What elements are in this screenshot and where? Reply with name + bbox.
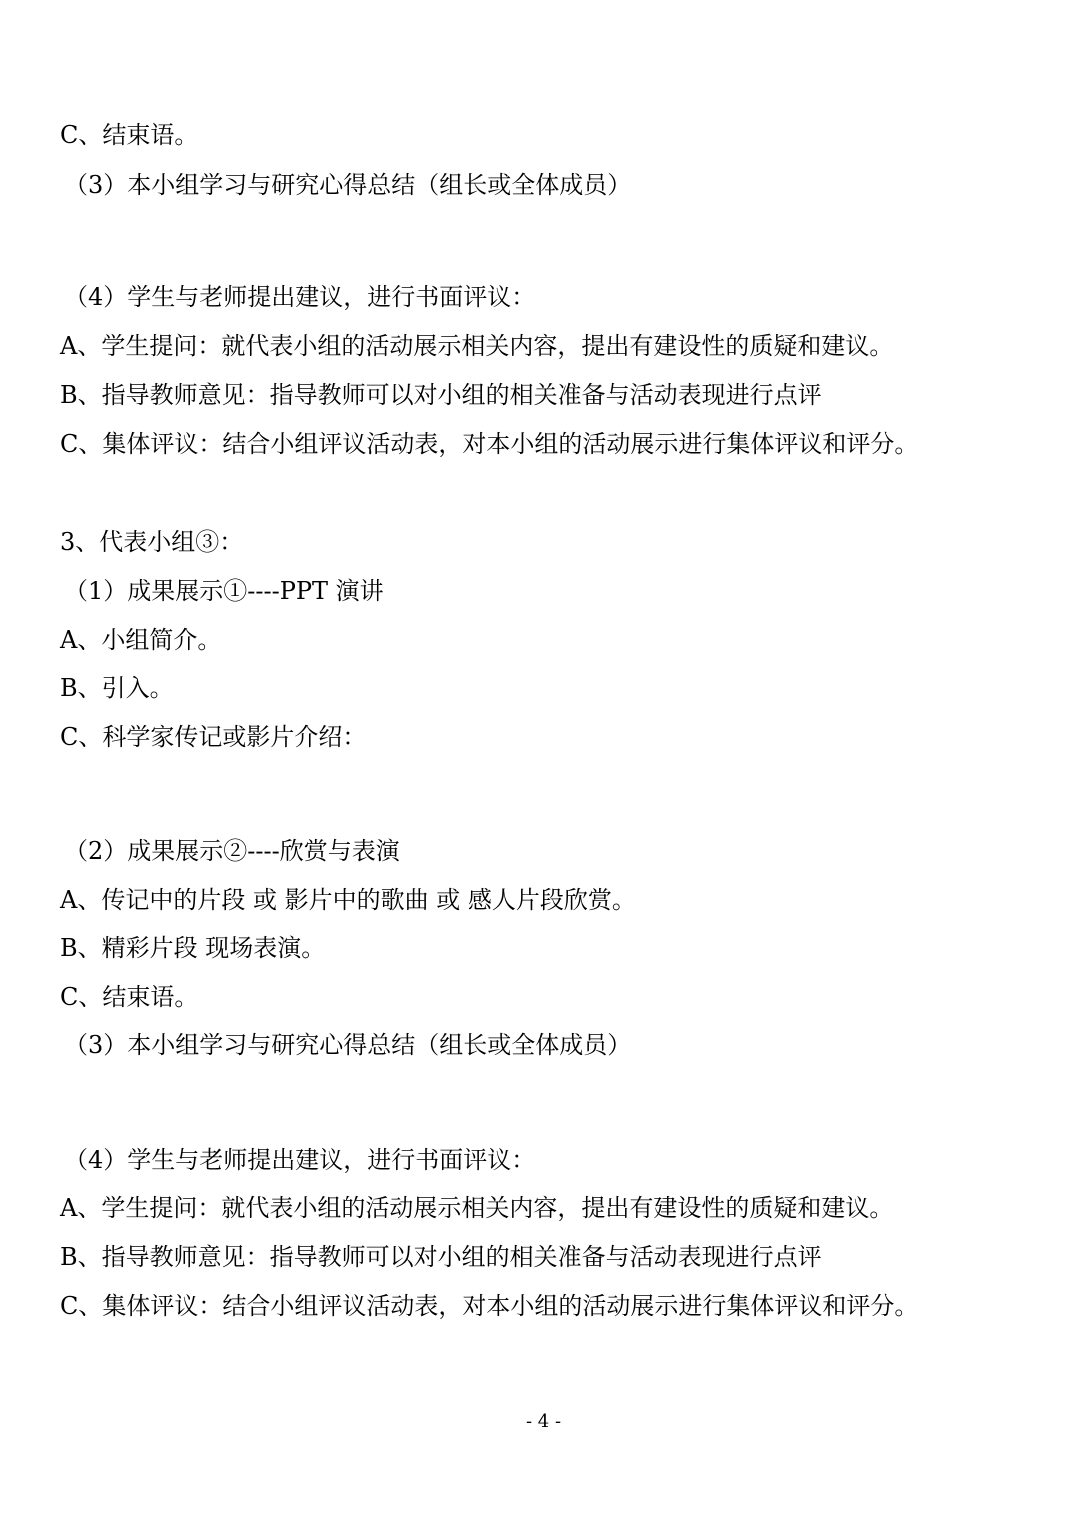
text-line: C、科学家传记或影片介绍：: [60, 723, 367, 751]
text-line: A、学生提问：就代表小组的活动展示相关内容，提出有建设性的质疑和建议。: [60, 332, 894, 360]
text-line: B、指导教师意见：指导教师可以对小组的相关准备与活动表现进行点评: [60, 1243, 822, 1271]
text-line: C、集体评议：结合小组评议活动表，对本小组的活动展示进行集体评议和评分。: [60, 430, 919, 458]
text-line: （2）成果展示②----欣赏与表演: [64, 837, 400, 865]
text-line: A、小组简介。: [60, 626, 222, 654]
text-line: C、结束语。: [60, 121, 199, 149]
text-line: B、精彩片段 现场表演。: [60, 934, 326, 962]
text-line: C、结束语。: [60, 983, 199, 1011]
text-line: （4）学生与老师提出建议，进行书面评议：: [64, 283, 536, 311]
text-line: （3）本小组学习与研究心得总结（组长或全体成员）: [64, 171, 632, 199]
page-number: - 4 -: [525, 1411, 562, 1432]
text-line: B、引入。: [60, 674, 174, 702]
text-line: （4）学生与老师提出建议，进行书面评议：: [64, 1146, 536, 1174]
text-line: C、集体评议：结合小组评议活动表，对本小组的活动展示进行集体评议和评分。: [60, 1292, 919, 1320]
section-heading: 3、代表小组③：: [60, 528, 244, 556]
text-line: B、指导教师意见：指导教师可以对小组的相关准备与活动表现进行点评: [60, 381, 822, 409]
text-line: （1）成果展示①----PPT 演讲: [64, 577, 384, 605]
text-line: A、学生提问：就代表小组的活动展示相关内容，提出有建设性的质疑和建议。: [60, 1194, 894, 1222]
text-line: （3）本小组学习与研究心得总结（组长或全体成员）: [64, 1031, 632, 1059]
text-line: A、传记中的片段 或 影片中的歌曲 或 感人片段欣赏。: [60, 886, 636, 914]
